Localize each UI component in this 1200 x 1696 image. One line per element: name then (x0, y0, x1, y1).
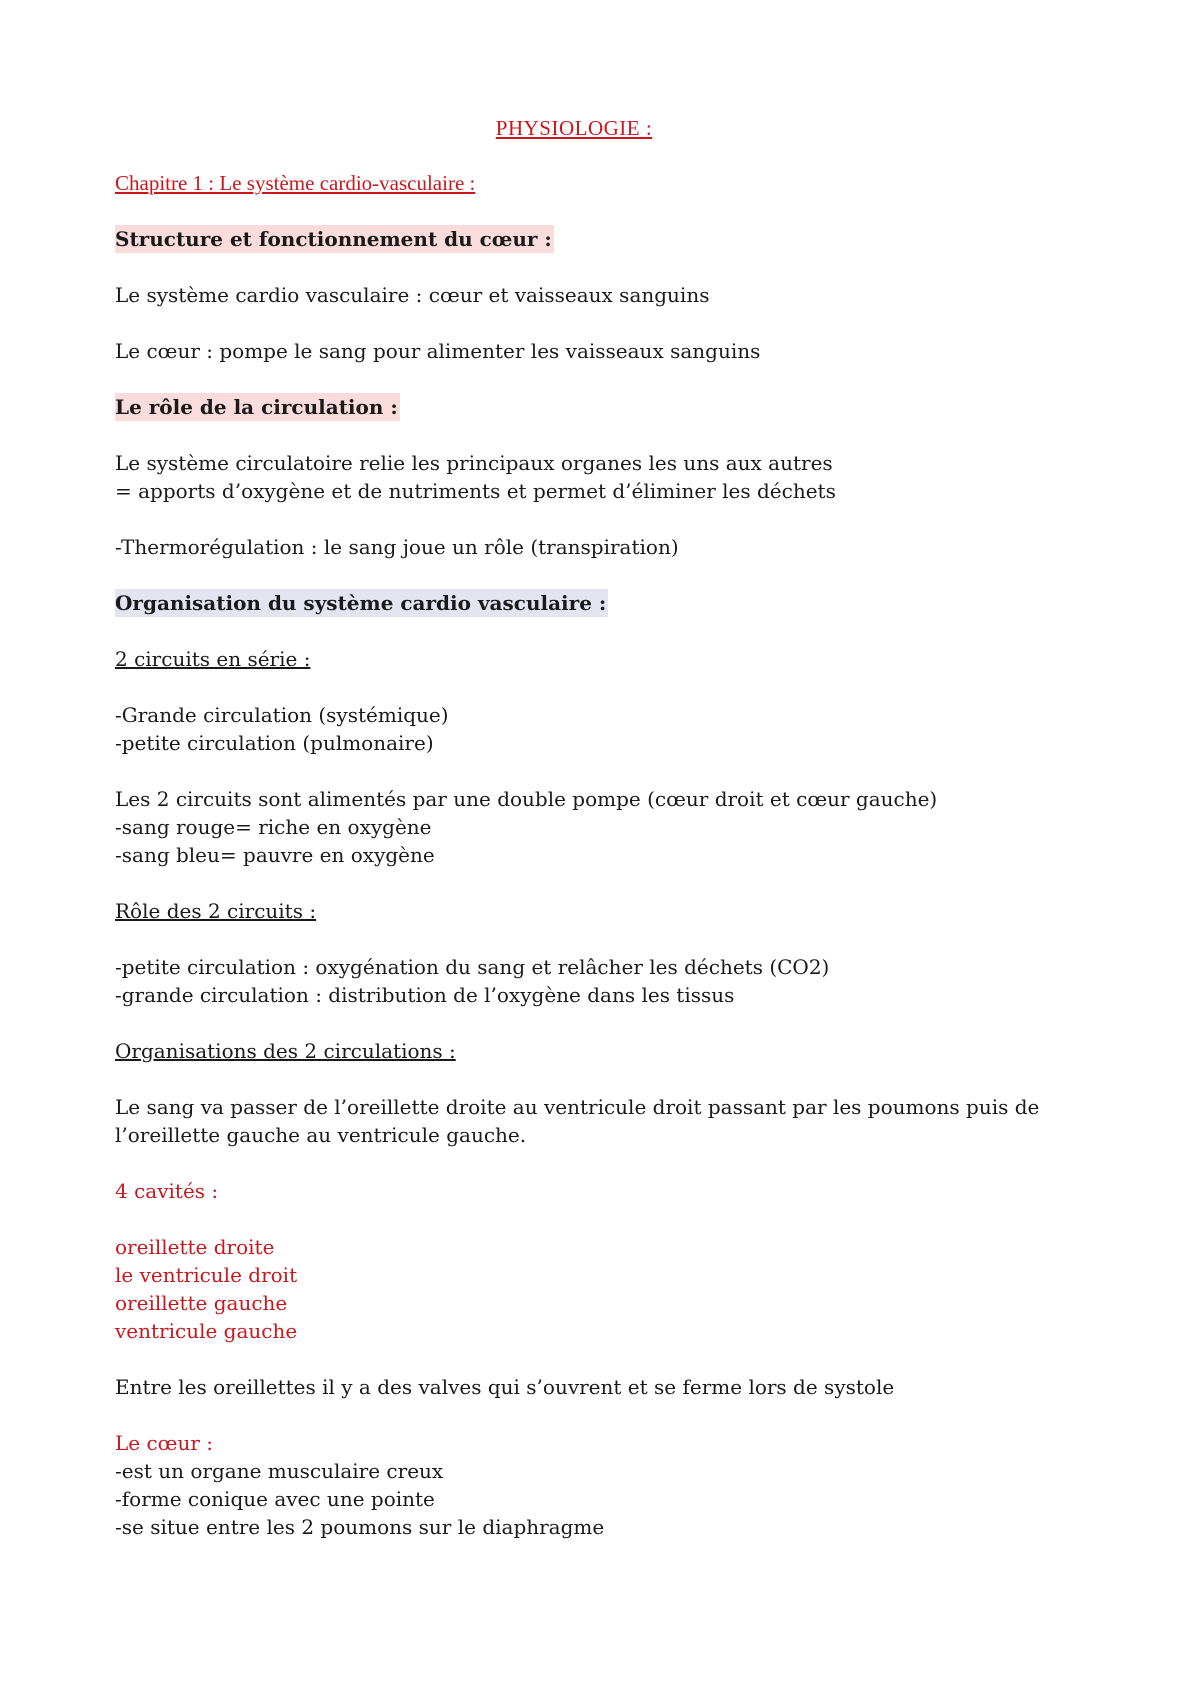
text-line: Le système cardio vasculaire : cœur et vaisseaux sanguins (115, 283, 710, 307)
heart-title: Le cœur : (115, 1431, 213, 1455)
list-item: -est un organe musculaire creux (115, 1459, 444, 1483)
list-item: le ventricule droit (115, 1263, 298, 1287)
section-heading-organisation (115, 589, 1115, 617)
list-item: -petite circulation (pulmonaire) (115, 731, 434, 755)
list-item: oreillette gauche (115, 1291, 288, 1315)
section-heading-structure (115, 225, 1115, 253)
cavities-title: 4 cavités : (115, 1179, 219, 1203)
list-item: ventricule gauche (115, 1319, 298, 1343)
subheading-organisations: Organisations des 2 circulations : (115, 1039, 456, 1063)
list-item: oreillette droite (115, 1235, 275, 1259)
text-line: = apports d’oxygène et de nutriments et permet d’éliminer les déchets (115, 479, 836, 503)
subheading-circuits: 2 circuits en série : (115, 647, 311, 671)
text-line: Le système circulatoire relie les principaux organes les uns aux autres (115, 451, 833, 475)
list-item: -petite circulation : oxygénation du sang et relâcher les déchets (CO2) (115, 955, 830, 979)
text-line: Le cœur : pompe le sang pour alimenter les vaisseaux sanguins (115, 339, 761, 363)
text-line: Le sang va passer de l’oreillette droite au ventricule droit passant par les poumons puis de (115, 1095, 1040, 1119)
list-item: -grande circulation : distribution de l’oxygène dans les tissus (115, 983, 735, 1007)
page-title: PHYSIOLOGIE : (495, 116, 653, 140)
chapter-title: Chapitre 1 : Le système cardio-vasculaire : (115, 171, 476, 195)
text-line: -Thermorégulation : le sang joue un rôle (transpiration) (115, 535, 679, 559)
subheading-roles: Rôle des 2 circuits : (115, 899, 317, 923)
heading-text: Organisation du système cardio vasculaire : (115, 591, 607, 615)
text-line: Entre les oreillettes il y a des valves qui s’ouvrent et se ferme lors de systole (115, 1375, 895, 1399)
list-item: -sang bleu= pauvre en oxygène (115, 843, 435, 867)
heading-text: Le rôle de la circulation : (115, 395, 398, 419)
text-line: l’oreillette gauche au ventricule gauche. (115, 1123, 527, 1147)
list-item: -se situe entre les 2 poumons sur le diaphragme (115, 1515, 605, 1539)
list-item: -Grande circulation (systémique) (115, 703, 449, 727)
section-heading-circulation (115, 393, 1115, 421)
list-item: -sang rouge= riche en oxygène (115, 815, 432, 839)
heading-text: Structure et fonctionnement du cœur : (115, 227, 552, 251)
list-item: -forme conique avec une pointe (115, 1487, 435, 1511)
document-body (115, 169, 1115, 1541)
text-line: Les 2 circuits sont alimentés par une double pompe (cœur droit et cœur gauche) (115, 787, 938, 811)
